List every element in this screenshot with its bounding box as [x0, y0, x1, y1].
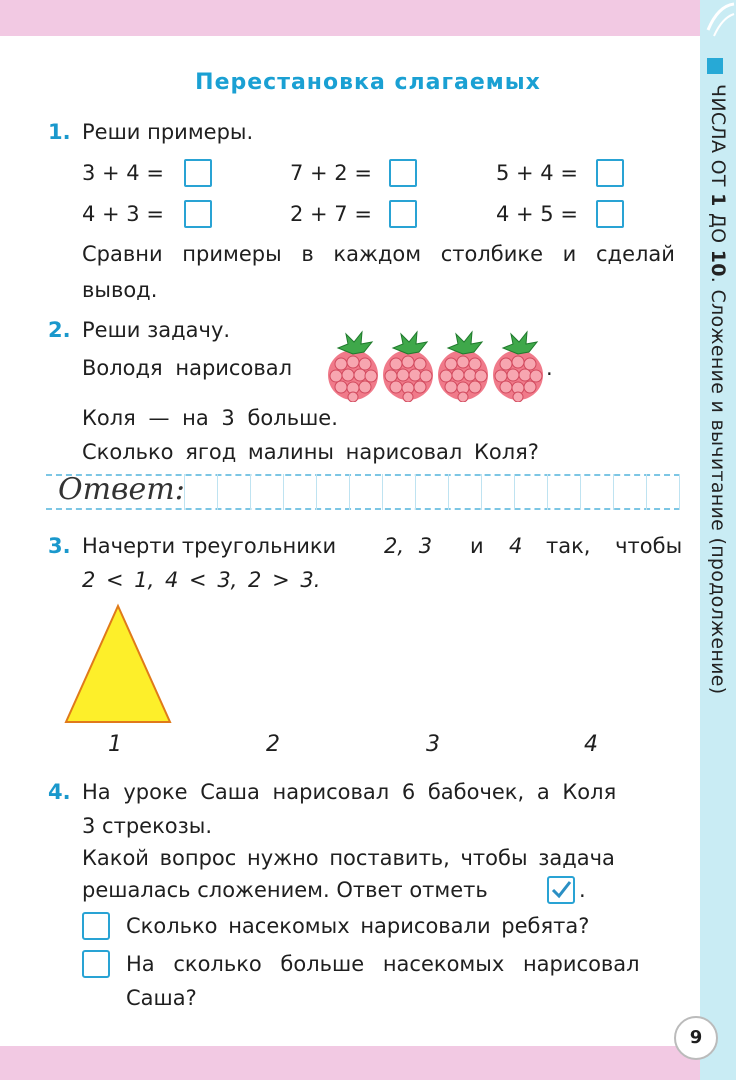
task-condition: 2 < 1, 4 < 3, 2 > 3. [82, 568, 321, 592]
example: 7 + 2 = [290, 161, 372, 185]
triangle-1 [62, 602, 174, 726]
check-icon [549, 878, 573, 902]
option-checkbox[interactable] [82, 950, 110, 978]
raspberry-icon [438, 332, 488, 402]
sentence-dot: . [546, 356, 553, 380]
task-text: и [470, 534, 484, 558]
grid-cell [283, 474, 316, 510]
top-decor-band [0, 0, 736, 36]
raspberries-group [326, 330, 552, 402]
grid-cell [250, 474, 283, 510]
grid-cell [547, 474, 580, 510]
grid-cell [217, 474, 250, 510]
option-text: Сколько насекомых нарисовали ребята? [126, 914, 590, 938]
task-text: Володя нарисовал [82, 356, 292, 380]
triangle-label: 1 [108, 732, 122, 757]
corner-swoosh-icon [704, 0, 736, 40]
answer-box[interactable] [184, 159, 212, 187]
grid-cell [646, 474, 679, 510]
task-text: Какой вопрос нужно поставить, чтобы задача [82, 846, 615, 870]
example: 4 + 5 = [496, 202, 578, 226]
example: 5 + 4 = [496, 161, 578, 185]
triangle-label: 4 [584, 732, 598, 757]
task-text: 3 стрекозы. [82, 814, 213, 838]
task-text: Начерти треугольники [82, 534, 337, 558]
grid-cell [613, 474, 646, 510]
grid-cell [316, 474, 349, 510]
task-text: Коля — на 3 больше. [82, 406, 338, 430]
option-checkbox[interactable] [82, 912, 110, 940]
grid-cell [514, 474, 547, 510]
page-title: Перестановка слагаемых [195, 70, 541, 95]
raspberry-icon [493, 332, 543, 402]
grid-cell [184, 474, 217, 510]
grid-cell [382, 474, 415, 510]
example: 4 + 3 = [82, 202, 164, 226]
answer-label: Ответ: [58, 472, 185, 507]
task-number: 3. [48, 534, 71, 558]
grid-cell [448, 474, 481, 510]
task-note: вывод. [82, 278, 158, 302]
answer-box[interactable] [389, 200, 417, 228]
task-text: 4 [509, 534, 523, 558]
raspberry-icon [383, 332, 433, 402]
option-text: Саша? [126, 986, 197, 1010]
page-number: 9 [674, 1016, 718, 1060]
sample-check-box [547, 876, 575, 904]
task-heading: Реши задачу. [82, 318, 231, 342]
task-number: 4. [48, 780, 71, 804]
option-text: На сколько больше насекомых нарисовал [126, 952, 640, 976]
answer-box[interactable] [389, 159, 417, 187]
example: 2 + 7 = [290, 202, 372, 226]
answer-box[interactable] [596, 200, 624, 228]
task-number: 2. [48, 318, 71, 342]
task-text: 2, 3 [384, 534, 433, 558]
task-text: так, чтобы [546, 534, 683, 558]
triangle-label: 2 [266, 732, 280, 757]
sentence-dot: . [579, 878, 586, 902]
answer-box[interactable] [184, 200, 212, 228]
raspberry-icon [328, 332, 378, 402]
grid-cell [349, 474, 382, 510]
answer-box[interactable] [596, 159, 624, 187]
task-text: Сколько ягод малины нарисовал Коля? [82, 440, 539, 464]
task-heading: Реши примеры. [82, 120, 254, 144]
task-number: 1. [48, 120, 71, 144]
sidebar-chapter-title: ЧИСЛА ОТ 1 ДО 10. Сложение и вычитание (продолжение) [707, 84, 729, 695]
grid-cell [679, 474, 712, 510]
task-text: На уроке Саша нарисовал 6 бабочек, а Коля [82, 780, 617, 804]
task-note: Сравни примеры в каждом столбике и сделай [82, 242, 675, 266]
task-text: решалась сложением. Ответ отметь [82, 878, 488, 902]
grid-cell [481, 474, 514, 510]
grid-cell [580, 474, 613, 510]
bottom-decor-band [0, 1046, 736, 1080]
triangle-label: 3 [426, 732, 440, 757]
grid-cell [415, 474, 448, 510]
example: 3 + 4 = [82, 161, 164, 185]
